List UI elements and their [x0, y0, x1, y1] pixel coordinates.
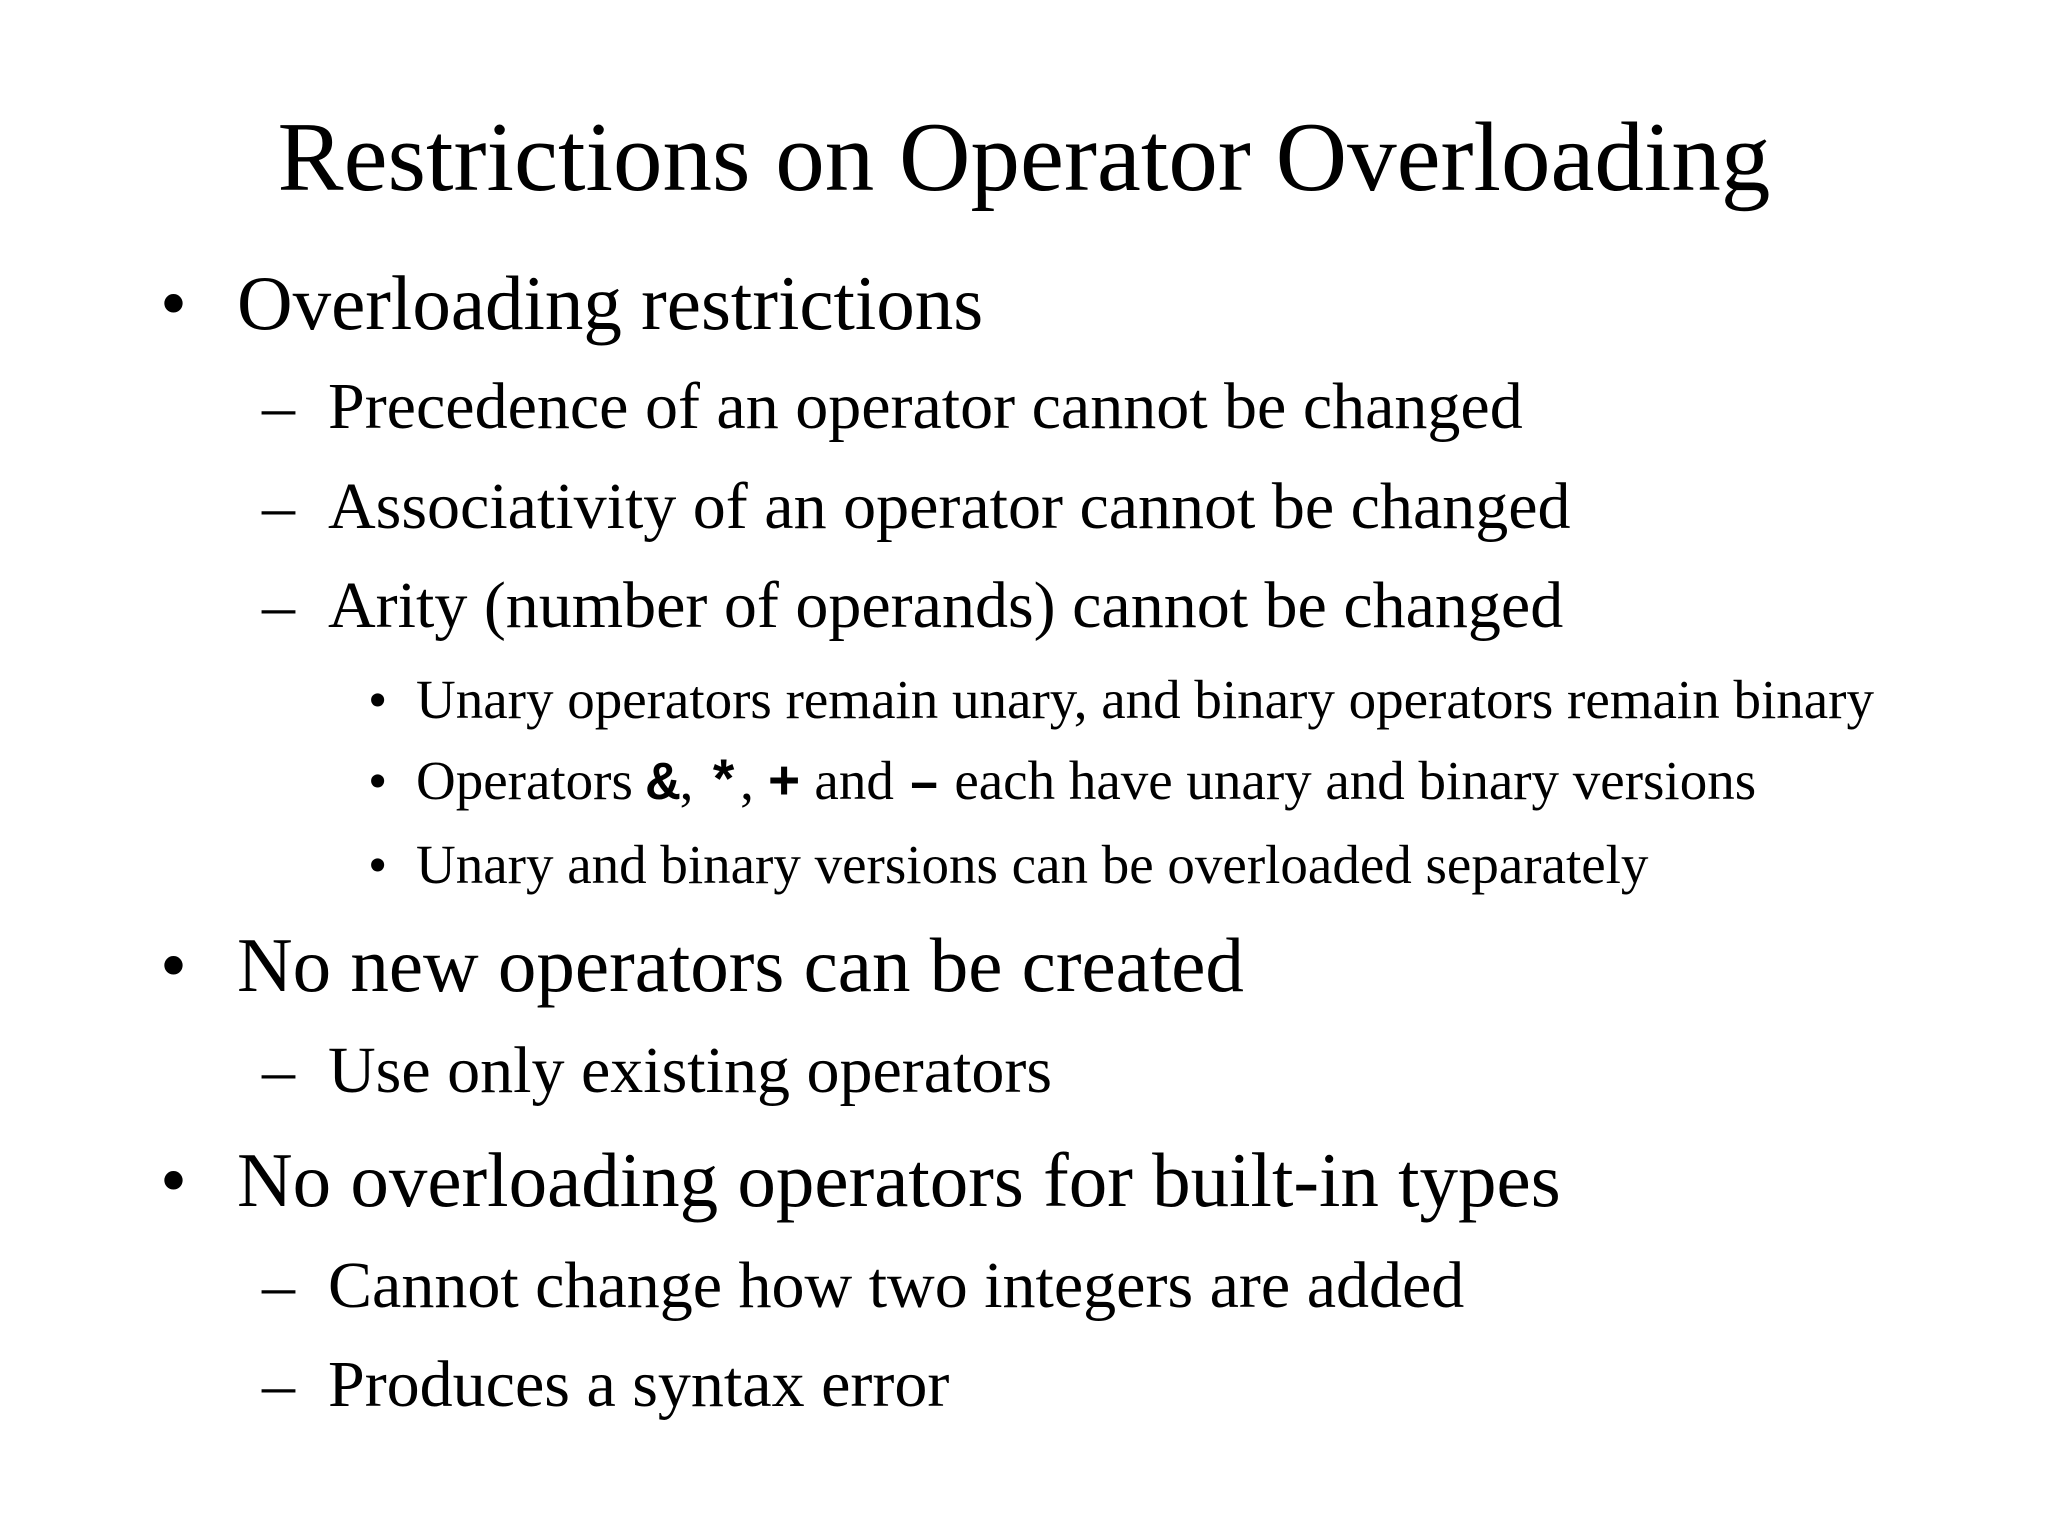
bullet-icon: • [368, 834, 388, 895]
sub-item-text: Precedence of an operator cannot be changed [328, 370, 1523, 443]
sub-sub-item-text: Unary operators remain unary, and binary operators remain binary [416, 669, 1874, 730]
bullet-icon: • [160, 1137, 187, 1223]
dash-icon: – [262, 569, 295, 642]
operators-prefix: Operators [416, 750, 647, 811]
minus-operator: – [907, 753, 941, 816]
bullet-icon: • [160, 260, 187, 346]
and-word: and [800, 750, 908, 811]
asterisk-operator: * [707, 753, 741, 816]
separator: , [679, 750, 708, 811]
dash-icon: – [262, 470, 295, 543]
dash-icon: – [262, 370, 295, 443]
dash-icon: – [262, 1348, 295, 1421]
dash-icon: – [262, 1249, 295, 1322]
slide-title: Restrictions on Operator Overloading [277, 103, 1771, 212]
sub-item-text: Cannot change how two integers are added [328, 1249, 1465, 1322]
dash-icon: – [262, 1034, 295, 1107]
sub-item-text: Use only existing operators [328, 1034, 1053, 1107]
bullet-icon: • [368, 750, 388, 811]
separator: , [740, 750, 768, 811]
bullet-icon: • [368, 669, 388, 730]
plus-operator: + [767, 753, 801, 816]
operators-suffix: each have unary and binary versions [940, 750, 1757, 811]
operators-line [416, 750, 1757, 816]
sub-item-text: Produces a syntax error [328, 1348, 950, 1421]
sub-item-text: Arity (number of operands) cannot be changed [328, 569, 1564, 642]
bullet-text: No overloading operators for built-in types [237, 1137, 1561, 1223]
sub-item-text: Associativity of an operator cannot be changed [328, 470, 1571, 543]
bullet-icon: • [160, 922, 187, 1008]
bullet-text: Overloading restrictions [237, 260, 984, 346]
bullet-text: No new operators can be created [237, 922, 1244, 1008]
sub-sub-item-text: Unary and binary versions can be overloaded separately [416, 834, 1649, 895]
ampersand-operator: & [646, 753, 680, 816]
